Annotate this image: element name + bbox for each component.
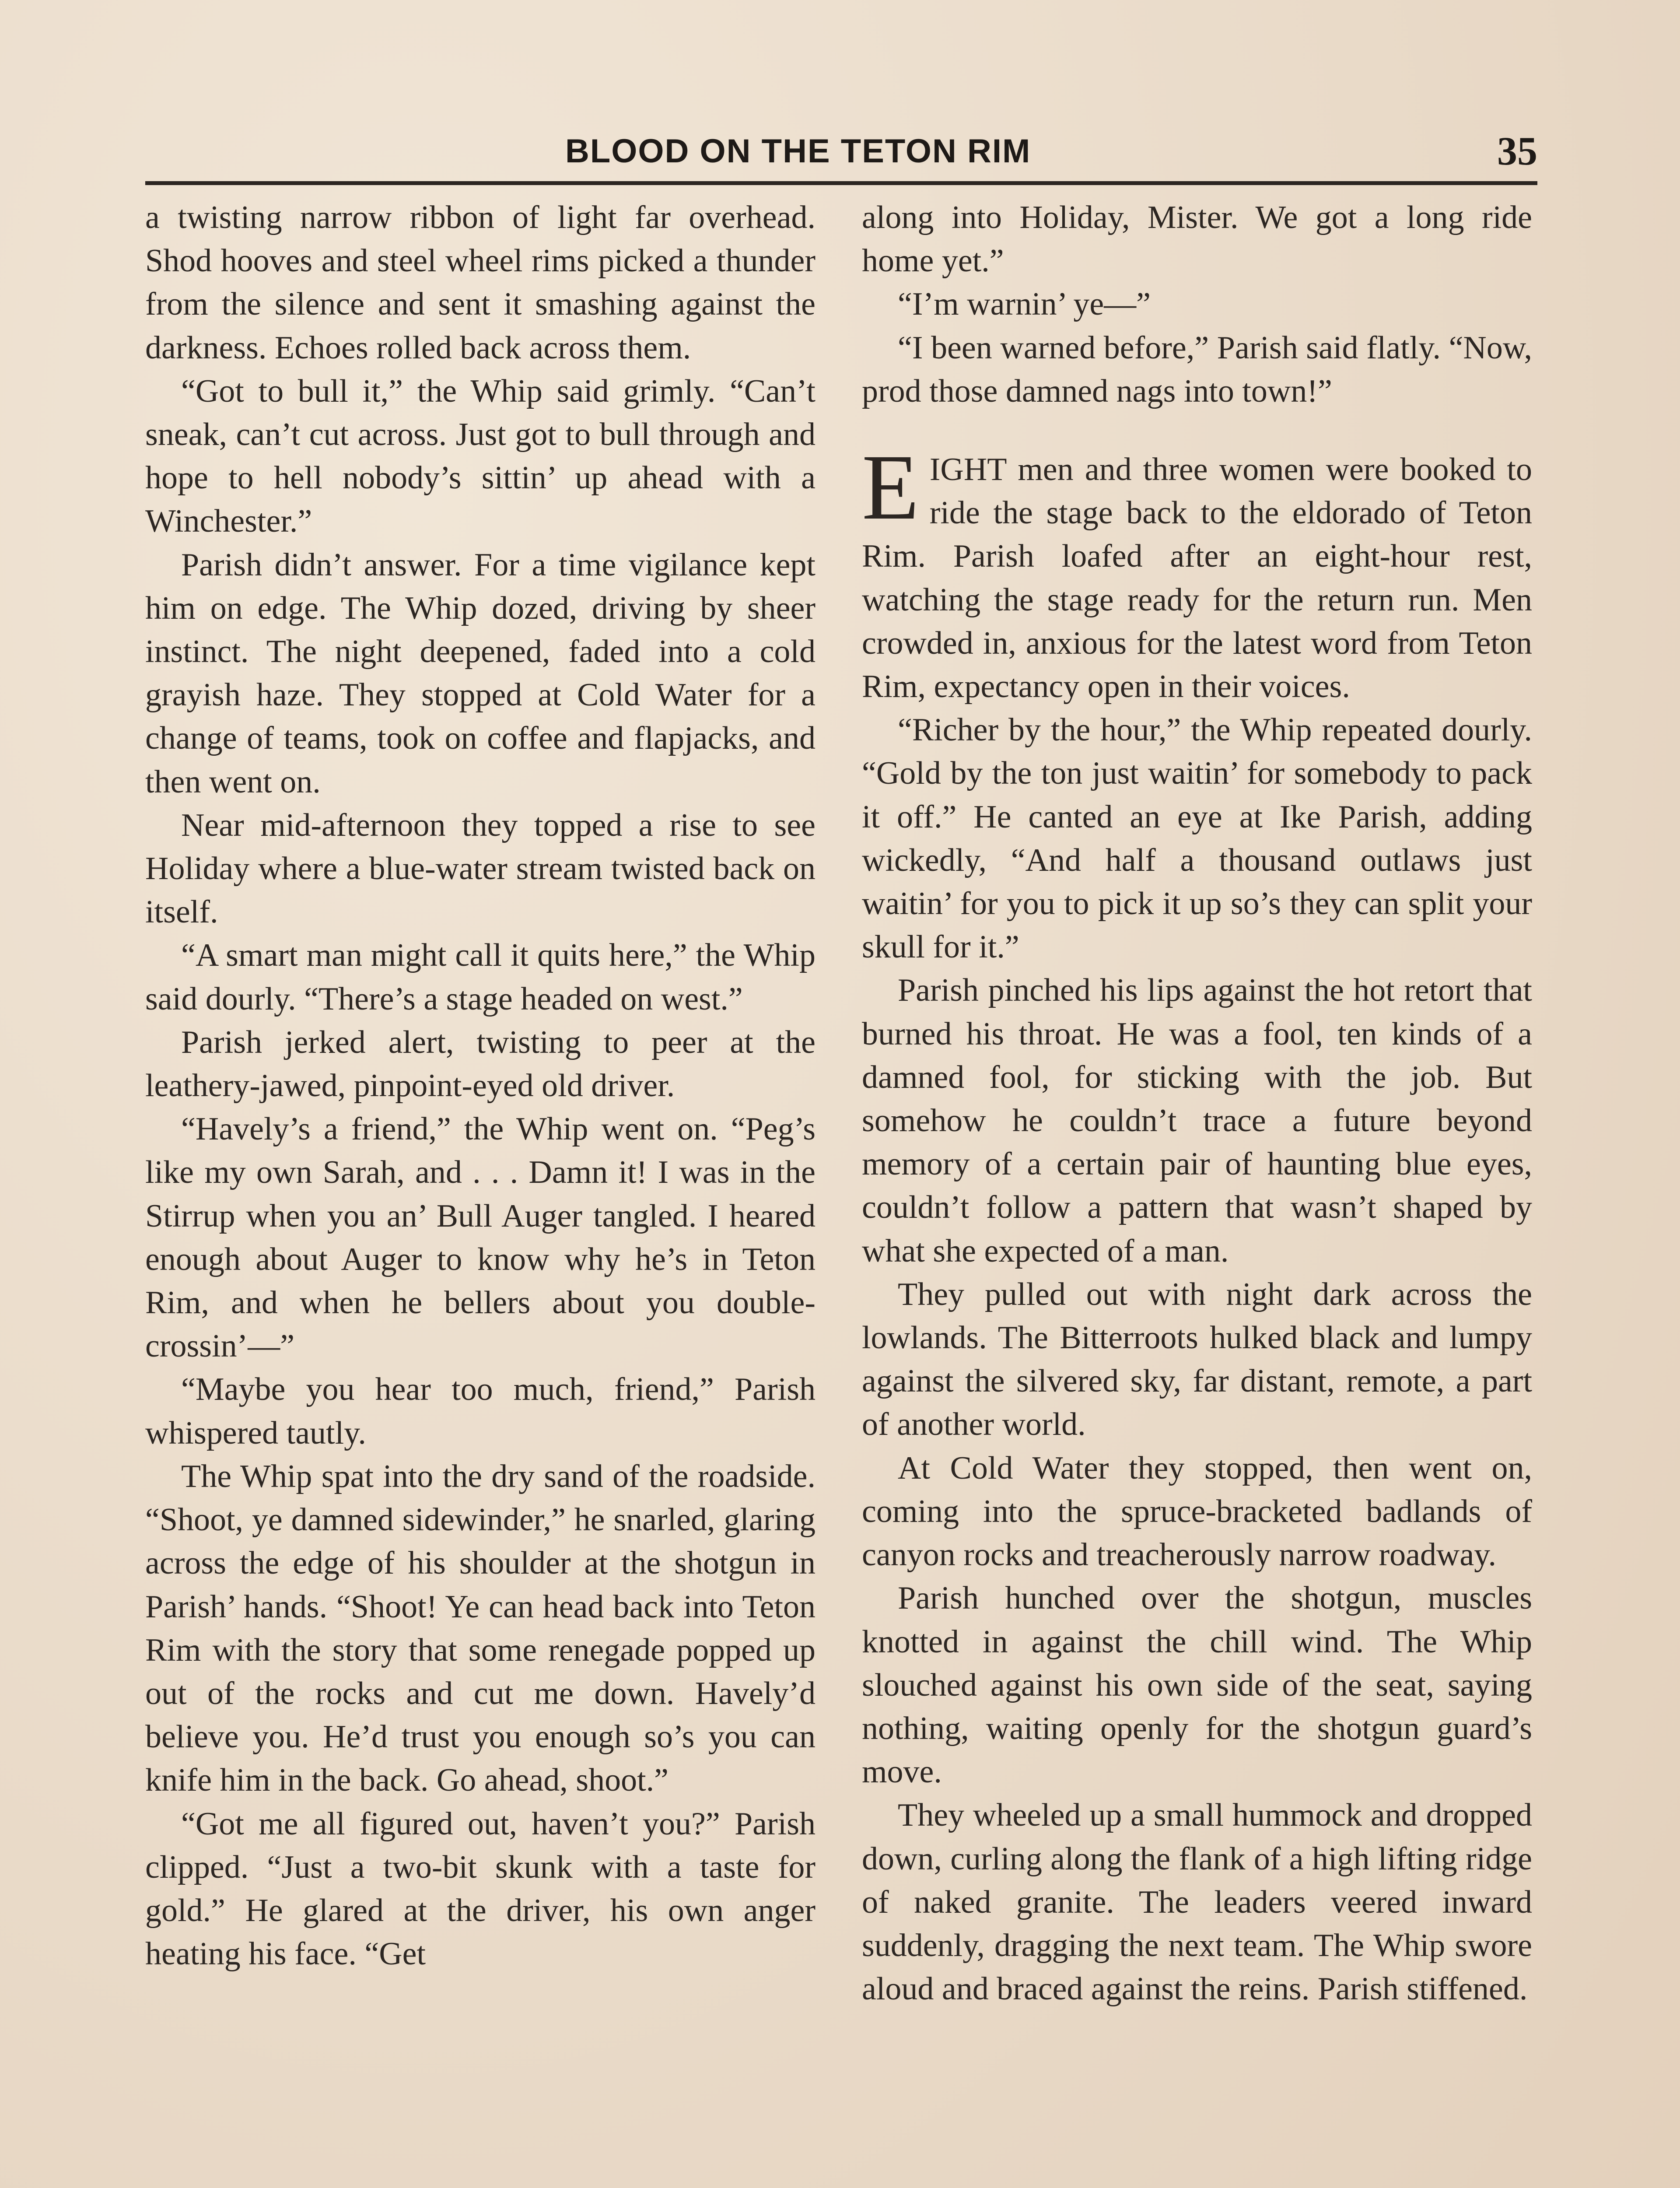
paragraph: “Richer by the hour,” the Whip repeated dourly. “Gold by the ton just waitin’ for somebody to pack it off.” He canted an eye at Ike Parish, adding wickedly, “And half a thousand outlaws just waitin’ for you to pick it up so’s they can split your skull for it.”	[862, 712, 1532, 965]
paragraph: “Havely’s a friend,” the Whip went on. “Peg’s like my own Sarah, and . . . Damn it! I was in the Stirrup when you an’ Bull Auger tangled. I heared enough about Auger to know why he’s in Teton Rim, and when he bellers about you double-crossin’—”	[145, 1111, 816, 1364]
paragraph: Parish jerked alert, twisting to peer at the leathery-jawed, pinpoint-eyed old driver.	[145, 1024, 816, 1104]
paragraph: Parish didn’t answer. For a time vigilance kept him on edge. The Whip dozed, driving by sheer instinct. The night deepened, faded into a cold grayish haze. They stopped at Cold Water for a change of teams, took on coffee and flapjacks, and then went on.	[145, 547, 816, 800]
paragraph: “A smart man might call it quits here,” the Whip said dourly. “There’s a stage headed on west.”	[145, 937, 816, 1017]
paragraph: Parish hunched over the shotgun, muscles knotted in against the chill wind. The Whip slouched against his own side of the seat, saying nothing, waiting openly for the shotgun guard’s move.	[862, 1580, 1532, 1790]
paragraph: “Got to bull it,” the Whip said grimly. “Can’t sneak, can’t cut across. Just got to bull through and hope to hell nobody’s sittin’ up ahead with a Winchester.”	[145, 373, 816, 540]
paragraph: “Got me all figured out, haven’t you?” Parish clipped. “Just a two-bit skunk with a taste for gold.” He glared at the driver, his own anger heating his face. “Get	[145, 1806, 816, 1972]
section-opening-text: IGHT men and three women were booked to ride the stage back to the eldorado of Teton Rim. Parish loafed after an eight-hour rest, watching the stage ready for the return run. Men crowded in, anxious for the latest word from Teton Rim, expectancy open in their voices.	[862, 452, 1532, 705]
paragraph: They wheeled up a small hummock and dropped down, curling along the flank of a high lifting ridge of naked granite. The leaders veered inward suddenly, dragging the next team. The Whip swore aloud and braced against the reins. Parish stiffened.	[862, 1797, 1532, 2007]
right-column	[862, 196, 1532, 2011]
header-rule	[145, 181, 1537, 185]
section-opening-paragraph	[862, 435, 1532, 708]
left-column	[145, 196, 816, 1976]
paragraph: Parish pinched his lips against the hot retort that burned his throat. He was a fool, ten kinds of a damned fool, for sticking with the job. But somehow he couldn’t trace a future beyond memory of a certain pair of haunting blue eyes, couldn’t follow a pattern that wasn’t shaped by what she expected of a man.	[862, 972, 1532, 1269]
drop-cap: E	[862, 435, 919, 540]
paragraph: They pulled out with night dark across the lowlands. The Bitterroots hulked black and lumpy against the silvered sky, far distant, remote, a part of another world.	[862, 1276, 1532, 1443]
running-head	[145, 131, 1537, 175]
paragraph: along into Holiday, Mister. We got a long ride home yet.”	[862, 200, 1532, 279]
paragraph: “I been warned before,” Parish said flatly. “Now, prod those damned nags into town!”	[862, 330, 1532, 409]
section-break	[862, 413, 1532, 448]
paragraph: “I’m warnin’ ye—”	[898, 286, 1151, 323]
paragraph: “Maybe you hear too much, friend,” Parish whispered tautly.	[145, 1371, 816, 1451]
paragraph: Near mid-afternoon they topped a rise to see Holiday where a blue-water stream twisted back on itself.	[145, 807, 816, 930]
paragraph: At Cold Water they stopped, then went on, coming into the spruce-bracketed badlands of canyon rocks and treacherously narrow roadway.	[862, 1450, 1532, 1573]
page-number: 35	[1497, 129, 1537, 173]
paragraph: The Whip spat into the dry sand of the roadside. “Shoot, ye damned sidewinder,” he snarled, glaring across the edge of his shoulder at the shotgun in Parish’ hands. “Shoot! Ye can head back into Teton Rim with the story that some renegade popped up out of the rocks and cut me down. Havely’d believe you. He’d trust you enough so’s you can knife him in the back. Go ahead, shoot.”	[145, 1458, 816, 1799]
running-title: BLOOD ON THE TETON RIM	[565, 133, 1031, 170]
paragraph: a twisting narrow ribbon of light far overhead. Shod hooves and steel wheel rims picked a thunder from the silence and sent it smashing against the darkness. Echoes rolled back across them.	[145, 200, 816, 366]
